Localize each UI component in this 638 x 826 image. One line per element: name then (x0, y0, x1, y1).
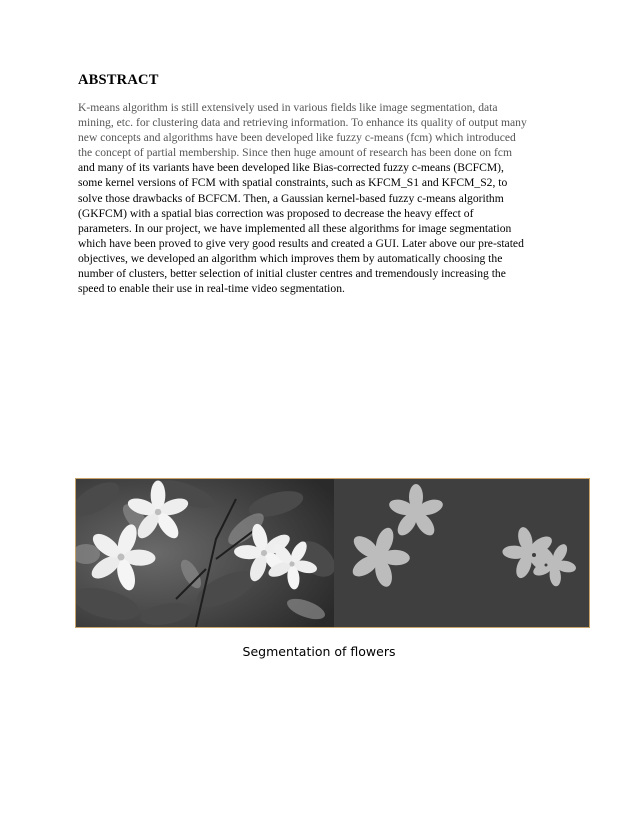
abstract-line: (GKFCM) with a spatial bias correction was proposed to decrease the heavy effect of (78, 206, 474, 220)
abstract-line: objectives, we developed an algorithm which improves them by automatically choosing the (78, 251, 503, 265)
segmentation-figure (75, 478, 590, 628)
figure-caption: Segmentation of flowers (242, 644, 396, 659)
segmented-flower-image (334, 479, 589, 627)
abstract-line: parameters. In our project, we have implemented all these algorithms for image segmentation (78, 221, 512, 235)
original-flower-image (76, 479, 334, 627)
abstract-line: the concept of partial membership. Since then huge amount of research has been done on fcm (78, 146, 512, 160)
abstract-line: speed to enable their use in real-time video segmentation. (78, 282, 345, 296)
abstract-line: K-means algorithm is still extensively used in various fields like image segmentation, data (78, 101, 498, 114)
abstract-line: which have been proved to give very good results and created a GUI. Later above our pre-stated (78, 236, 524, 250)
abstract-line: new concepts and algorithms have been developed like fuzzy c-means (fcm) which introduced (78, 131, 516, 145)
abstract-line: number of clusters, better selection of initial cluster centres and tremendously increasing the (78, 267, 506, 281)
section-heading: ABSTRACT (78, 72, 159, 88)
abstract-line: mining, etc. for clustering data and retrieving information. To enhance its quality of output many (78, 116, 527, 130)
abstract-paragraph (78, 100, 563, 296)
abstract-line: some kernel versions of FCM with spatial constraints, such as KFCM_S1 and KFCM_S2, to (78, 176, 508, 190)
abstract-line: and many of its variants have been developed like Bias-corrected fuzzy c-means (BCFCM), (78, 161, 504, 175)
abstract-line: solve those drawbacks of BCFCM. Then, a Gaussian kernel-based fuzzy c-means algorithm (78, 191, 504, 205)
